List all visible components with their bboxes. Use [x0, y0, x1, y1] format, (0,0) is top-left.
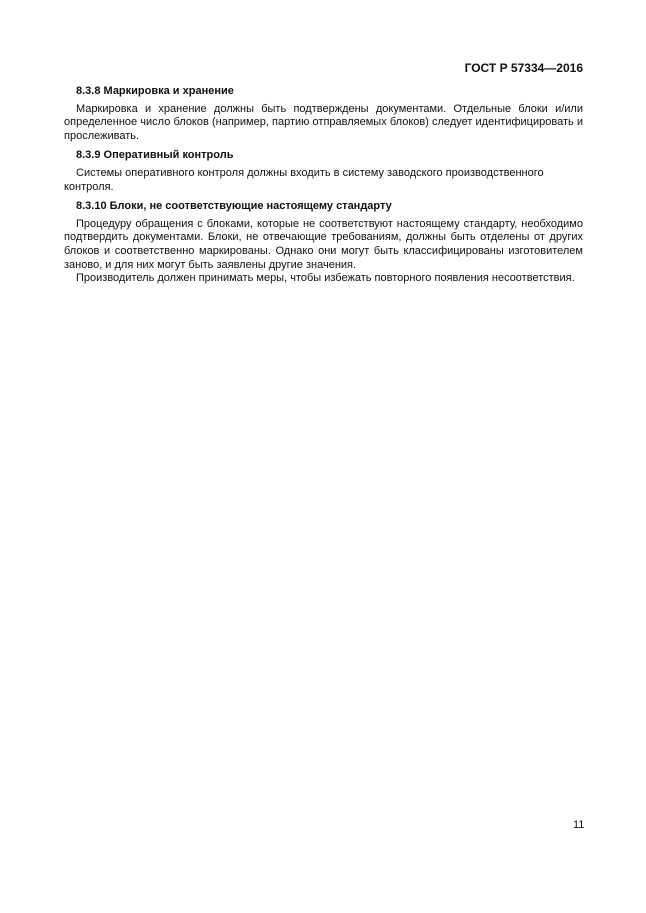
page-number: 11: [573, 819, 585, 831]
section-8-3-8: [64, 85, 583, 143]
document-body: [64, 85, 583, 286]
section-8-3-10: [64, 200, 583, 286]
section-8-3-9: [64, 149, 583, 194]
document-code-header: ГОСТ Р 57334—2016: [464, 61, 583, 75]
section-heading: 8.3.9 Оперативный контроль: [76, 149, 234, 162]
section-paragraph: Процедуру обращения с блоками, которые не соответствуют настоящему стандарту, необходимо подтвердить документами. Блоки, не отвечающие требованиям, должны быть отделены от других блоков и соответственно маркированы. Однако они могут быть классифицированы изготовителем заново, и для них могут быть заявлены другие значения.: [64, 217, 583, 271]
section-heading: 8.3.10 Блоки, не соответствующие настоящему стандарту: [76, 200, 392, 213]
section-paragraph: Маркировка и хранение должны быть подтверждены документами. Отдельные блоки и/или определенное число блоков (например, партию отправляемых блоков) следует идентифицировать и прослеживать.: [64, 102, 583, 142]
section-heading: 8.3.8 Маркировка и хранение: [76, 85, 234, 97]
section-paragraph: Системы оперативного контроля должны входить в систему заводского производственного контроля.: [64, 166, 544, 193]
section-paragraph: Производитель должен принимать меры, чтобы избежать повторного появления несоответствия.: [76, 272, 575, 285]
